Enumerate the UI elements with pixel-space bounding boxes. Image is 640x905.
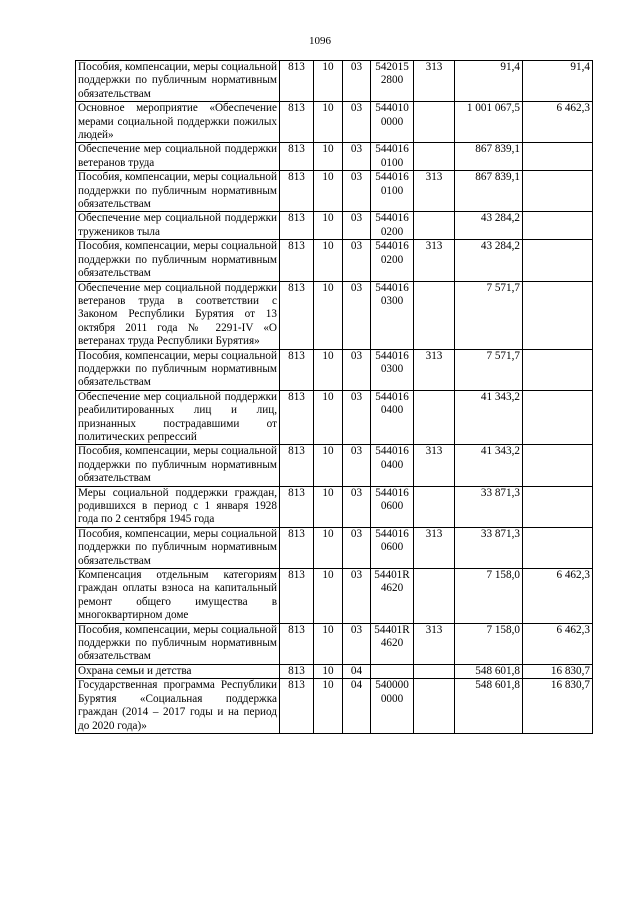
pr-cell: 03: [343, 240, 371, 281]
cs-cell: [371, 390, 414, 445]
cs-cell: [371, 527, 414, 568]
cs-line-2: 0000: [380, 115, 404, 128]
pr-cell: 03: [343, 212, 371, 240]
table-row: [76, 171, 593, 212]
gr-cell: 813: [280, 143, 314, 171]
rz-cell: 10: [314, 390, 343, 445]
row-name-cell: Государственная программа Республики Бурятия «Социальная поддержка граждан (2014 – 2017 годы и на период до 2020 года)»: [76, 679, 280, 734]
rz-cell: 10: [314, 212, 343, 240]
table-row: [76, 240, 593, 281]
cs-cell: [371, 664, 414, 678]
pr-cell: 03: [343, 390, 371, 445]
cs-line-2: 2800: [380, 74, 404, 87]
page-number: 1096: [309, 35, 331, 47]
rz-cell: 10: [314, 143, 343, 171]
cs-line-2: 0200: [380, 225, 404, 238]
sum-2-cell: [523, 390, 593, 445]
cs-cell: [371, 281, 414, 349]
cs-cell: [371, 623, 414, 664]
pr-cell: 03: [343, 61, 371, 102]
sum-2-cell: [523, 281, 593, 349]
table-row: [76, 623, 593, 664]
table-row: [76, 143, 593, 171]
cs-line-1: 542015: [375, 61, 409, 73]
rz-cell: 10: [314, 240, 343, 281]
sum-2-cell: [523, 240, 593, 281]
sum-2-cell: [523, 349, 593, 390]
vr-cell: [414, 679, 455, 734]
sum-1-cell: 33 871,3: [455, 486, 523, 527]
rz-cell: 10: [314, 281, 343, 349]
sum-2-cell: [523, 171, 593, 212]
cs-line-1: 544016: [375, 240, 409, 253]
gr-cell: 813: [280, 527, 314, 568]
gr-cell: 813: [280, 486, 314, 527]
pr-cell: 04: [343, 679, 371, 734]
sum-2-cell: 6 462,3: [523, 102, 593, 143]
cs-line-1: 544016: [375, 349, 409, 362]
sum-1-cell: 7 158,0: [455, 569, 523, 624]
sum-2-cell: [523, 527, 593, 568]
vr-cell: 313: [414, 527, 455, 568]
vr-cell: [414, 569, 455, 624]
sum-2-cell: 6 462,3: [523, 623, 593, 664]
rz-cell: 10: [314, 623, 343, 664]
sum-1-cell: 1 001 067,5: [455, 102, 523, 143]
rz-cell: 10: [314, 171, 343, 212]
sum-1-cell: 548 601,8: [455, 679, 523, 734]
gr-cell: 813: [280, 623, 314, 664]
cs-line-2: 4620: [380, 637, 404, 650]
sum-2-cell: [523, 445, 593, 486]
gr-cell: 813: [280, 240, 314, 281]
row-name-cell: Пособия, компенсации, меры социальной поддержки по публичным нормативным обязательствам: [76, 61, 280, 102]
sum-1-cell: 43 284,2: [455, 212, 523, 240]
gr-cell: 813: [280, 390, 314, 445]
gr-cell: 813: [280, 171, 314, 212]
row-name-cell: Обеспечение мер социальной поддержки тружеников тыла: [76, 212, 280, 240]
vr-cell: [414, 212, 455, 240]
row-name-cell: Обеспечение мер социальной поддержки ветеранов труда: [76, 143, 280, 171]
row-name-cell: Основное мероприятие «Обеспечение мерами социальной поддержки пожилых людей»: [76, 102, 280, 143]
sum-1-cell: 43 284,2: [455, 240, 523, 281]
sum-2-cell: [523, 143, 593, 171]
row-name-cell: Компенсация отдельным категориям граждан оплаты взноса на капитальный ремонт общего имущества в многоквартирном доме: [76, 569, 280, 624]
row-name-cell: Меры социальной поддержки граждан, родившихся в период с 1 января 1928 года по 2 сентября 1945 года: [76, 486, 280, 527]
row-name-cell: Обеспечение мер социальной поддержки ветеранов труда в соответствии с Законом Республики Бурятия от 13 октября 2011 года № 2291-IV «О ветеранах труда Республики Бурятия»: [76, 281, 280, 349]
cs-line-1: 54401R: [374, 623, 410, 636]
cs-cell: [371, 212, 414, 240]
cs-line-1: 544016: [375, 445, 409, 458]
cs-line-2: 0600: [380, 541, 404, 554]
cs-line-2: 0400: [380, 458, 404, 471]
pr-cell: 03: [343, 623, 371, 664]
vr-cell: 313: [414, 445, 455, 486]
sum-1-cell: 41 343,2: [455, 445, 523, 486]
cs-line-2: 0000: [380, 692, 404, 705]
row-name-cell: Пособия, компенсации, меры социальной поддержки по публичным нормативным обязательствам: [76, 240, 280, 281]
table-row: [76, 486, 593, 527]
cs-line-1: 544010: [375, 102, 409, 115]
sum-2-cell: [523, 212, 593, 240]
vr-cell: [414, 390, 455, 445]
vr-cell: 313: [414, 240, 455, 281]
pr-cell: 03: [343, 569, 371, 624]
table-row: [76, 349, 593, 390]
cs-line-1: 544016: [375, 390, 409, 403]
gr-cell: 813: [280, 349, 314, 390]
table-row: [76, 527, 593, 568]
pr-cell: 03: [343, 349, 371, 390]
cs-cell: [371, 240, 414, 281]
cs-cell: [371, 61, 414, 102]
sum-1-cell: 41 343,2: [455, 390, 523, 445]
rz-cell: 10: [314, 486, 343, 527]
rz-cell: 10: [314, 569, 343, 624]
table-row: [76, 281, 593, 349]
cs-line-1: 544016: [375, 486, 409, 499]
vr-cell: 313: [414, 171, 455, 212]
rz-cell: 10: [314, 445, 343, 486]
table-row: [76, 102, 593, 143]
cs-cell: [371, 143, 414, 171]
cs-cell: [371, 569, 414, 624]
vr-cell: 313: [414, 623, 455, 664]
cs-line-1: 544016: [375, 527, 409, 540]
sum-1-cell: 867 839,1: [455, 171, 523, 212]
table-row: [76, 390, 593, 445]
cs-cell: [371, 102, 414, 143]
cs-cell: [371, 486, 414, 527]
sum-2-cell: 16 830,7: [523, 679, 593, 734]
vr-cell: [414, 664, 455, 678]
gr-cell: 813: [280, 679, 314, 734]
vr-cell: 313: [414, 61, 455, 102]
sum-1-cell: 33 871,3: [455, 527, 523, 568]
table-row: [76, 679, 593, 734]
pr-cell: 03: [343, 102, 371, 143]
pr-cell: 03: [343, 445, 371, 486]
table-row: [76, 61, 593, 102]
cs-line-2: 0100: [380, 156, 404, 169]
cs-line-2: 4620: [380, 582, 404, 595]
pr-cell: 03: [343, 143, 371, 171]
cs-line-2: 0400: [380, 404, 404, 417]
vr-cell: [414, 102, 455, 143]
pr-cell: 03: [343, 527, 371, 568]
cs-cell: [371, 171, 414, 212]
table-row: [76, 664, 593, 678]
row-name-cell: Пособия, компенсации, меры социальной поддержки по публичным нормативным обязательствам: [76, 171, 280, 212]
gr-cell: 813: [280, 445, 314, 486]
vr-cell: [414, 486, 455, 527]
sum-2-cell: [523, 486, 593, 527]
cs-cell: [371, 445, 414, 486]
sum-1-cell: 867 839,1: [455, 143, 523, 171]
vr-cell: [414, 143, 455, 171]
sum-1-cell: 548 601,8: [455, 664, 523, 678]
row-name-cell: Охрана семьи и детства: [76, 664, 280, 678]
sum-1-cell: 7 571,7: [455, 281, 523, 349]
rz-cell: 10: [314, 679, 343, 734]
rz-cell: 10: [314, 102, 343, 143]
rz-cell: 10: [314, 527, 343, 568]
cs-line-2: 0600: [380, 500, 404, 512]
cs-line-1: 544016: [375, 212, 409, 225]
sum-1-cell: 7 571,7: [455, 349, 523, 390]
cs-line-2: 0300: [380, 294, 404, 307]
pr-cell: 04: [343, 664, 371, 678]
pr-cell: 03: [343, 281, 371, 349]
cs-line-2: 0200: [380, 253, 404, 266]
gr-cell: 813: [280, 61, 314, 102]
gr-cell: 813: [280, 569, 314, 624]
gr-cell: 813: [280, 664, 314, 678]
row-name-cell: Пособия, компенсации, меры социальной поддержки по публичным нормативным обязательствам: [76, 349, 280, 390]
cs-cell: [371, 349, 414, 390]
gr-cell: 813: [280, 102, 314, 143]
row-name-cell: Пособия, компенсации, меры социальной поддержки по публичным нормативным обязательствам: [76, 623, 280, 664]
table-row: [76, 569, 593, 624]
sum-2-cell: 6 462,3: [523, 569, 593, 624]
rz-cell: 10: [314, 61, 343, 102]
pr-cell: 03: [343, 486, 371, 527]
cs-line-2: 0100: [380, 184, 404, 197]
cs-line-1: 544016: [375, 281, 409, 294]
vr-cell: 313: [414, 349, 455, 390]
row-name-cell: Пособия, компенсации, меры социальной поддержки по публичным нормативным обязательствам: [76, 445, 280, 486]
pr-cell: 03: [343, 171, 371, 212]
cs-line-1: 540000: [375, 679, 409, 692]
budget-table: [75, 60, 593, 734]
rz-cell: 10: [314, 349, 343, 390]
table-row: [76, 212, 593, 240]
table-row: [76, 445, 593, 486]
cs-line-2: 0300: [380, 362, 404, 375]
gr-cell: 813: [280, 212, 314, 240]
gr-cell: 813: [280, 281, 314, 349]
sum-1-cell: 7 158,0: [455, 623, 523, 664]
sum-2-cell: 91,4: [523, 61, 593, 102]
sum-2-cell: 16 830,7: [523, 664, 593, 678]
table-body: [76, 61, 593, 734]
rz-cell: 10: [314, 664, 343, 678]
cs-cell: [371, 679, 414, 734]
cs-line-1: 54401R: [374, 569, 410, 582]
row-name-cell: Обеспечение мер социальной поддержки реабилитированных лиц и лиц, признанных пострадавшими от политических репрессий: [76, 390, 280, 445]
cs-line-1: 544016: [375, 171, 409, 184]
vr-cell: [414, 281, 455, 349]
row-name-cell: Пособия, компенсации, меры социальной поддержки по публичным нормативным обязательствам: [76, 527, 280, 568]
sum-1-cell: 91,4: [455, 61, 523, 102]
cs-line-1: 544016: [375, 143, 409, 156]
